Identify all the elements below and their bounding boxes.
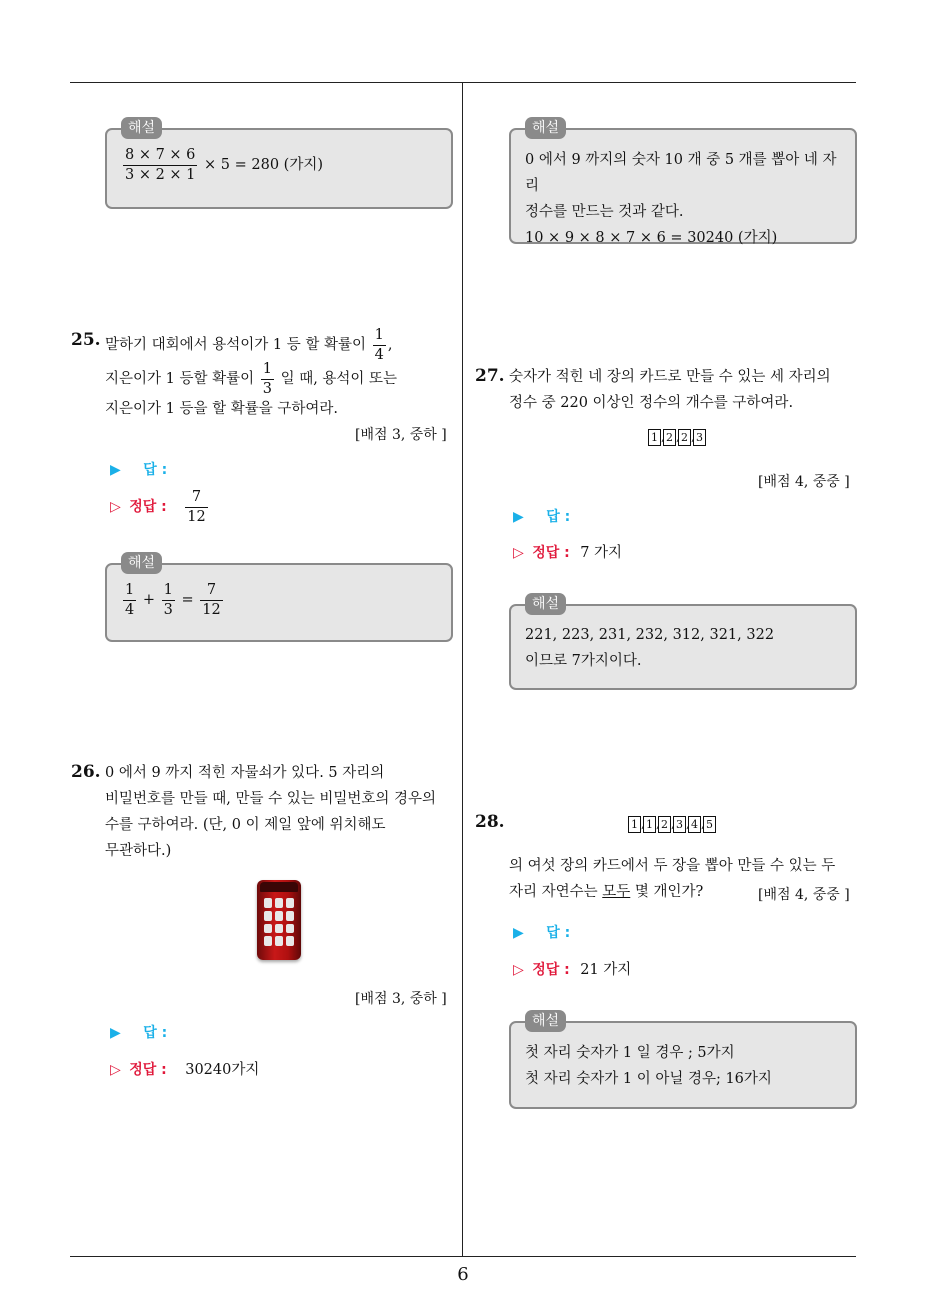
- answer-label: 답 :: [143, 462, 168, 478]
- fraction: [123, 583, 136, 617]
- solution-tab: 해설: [525, 593, 566, 615]
- page-number: 6: [457, 1264, 469, 1285]
- question-line: 의 여섯 장의 카드에서 두 장을 뽑아 만들 수 있는 두: [509, 858, 836, 874]
- fraction-denominator: 4: [374, 346, 384, 363]
- question-line: 지은이가 1 등할 확률이: [105, 371, 255, 387]
- bottom-rule: [70, 1256, 856, 1257]
- outline-triangle-icon: ▷: [110, 1062, 121, 1078]
- solution-tab: 해설: [525, 1010, 566, 1032]
- number-card: 2: [678, 429, 691, 446]
- score-label: [배점 3, 중하 ]: [355, 991, 447, 1007]
- key-row: [513, 541, 622, 562]
- question-line: 몇 개인가?: [634, 884, 704, 900]
- question-number: 25.: [71, 330, 101, 350]
- card-set-q28: 1 , 1 , 2 , 3 , 4 , 5: [628, 816, 716, 833]
- fraction-denominator: 3 × 2 × 1: [125, 166, 196, 183]
- key-value: 30240가지: [185, 1062, 260, 1078]
- fraction-denominator: 3: [262, 380, 272, 397]
- answer-label: 답 :: [143, 1025, 168, 1041]
- underlined-word: 모두: [602, 884, 631, 900]
- question-line: 정수 중 220 이상인 정수의 개수를 구하여라.: [509, 395, 794, 411]
- solution-tab: 해설: [121, 117, 162, 139]
- score-label: [배점 4, 중중 ]: [758, 887, 850, 903]
- equals-sign: =: [181, 592, 194, 608]
- question-text-q27: [509, 364, 859, 416]
- fraction: [261, 362, 274, 396]
- solution-line: 첫 자리 숫자가 1 일 경우 ; 5가지: [525, 1045, 735, 1061]
- score-label: [배점 4, 중중 ]: [758, 474, 850, 490]
- number-card: 1: [648, 429, 661, 446]
- answer-row: [513, 922, 570, 942]
- fraction-numerator: 8 × 7 × 6: [123, 148, 197, 166]
- key-row: [513, 958, 631, 979]
- fraction-numerator: 7: [200, 583, 222, 601]
- fraction: [373, 328, 386, 362]
- number-card: 5: [703, 816, 716, 833]
- solution-line: 10 × 9 × 8 × 7 × 6 = 30240 (가지): [525, 230, 778, 246]
- question-line: 무관하다.): [105, 843, 172, 859]
- solution-line: 221, 223, 231, 232, 312, 321, 322: [525, 627, 775, 643]
- question-line: 자리 자연수는: [509, 884, 598, 900]
- number-card: 1: [643, 816, 656, 833]
- solution-text: × 5 = 280 (가지): [204, 157, 323, 173]
- solution-line: 첫 자리 숫자가 1 이 아닐 경우; 16가지: [525, 1071, 772, 1087]
- fraction-numerator: 1: [373, 328, 386, 346]
- key-row: [110, 1058, 259, 1079]
- key-value: 7 가지: [580, 545, 623, 561]
- question-line: 말하기 대회에서 용석이가 1 등 할 확률이: [105, 337, 366, 353]
- comma: ,: [387, 337, 393, 353]
- solution-tab: 해설: [525, 117, 566, 139]
- answer-label: 답 :: [546, 509, 571, 525]
- answer-label: 답 :: [546, 925, 571, 941]
- key-label: 정답 :: [532, 962, 570, 978]
- solution-line: 이므로 7가지이다.: [525, 653, 642, 669]
- fraction: [162, 583, 175, 617]
- solution-box-q28: [509, 1013, 857, 1109]
- key-label: 정답 :: [129, 1062, 167, 1078]
- solution-box-q27: [509, 596, 857, 690]
- fraction-numerator: 1: [261, 362, 274, 380]
- card-set-q27: 1 , 2 , 2 , 3: [648, 429, 706, 446]
- fraction: [123, 148, 197, 182]
- play-triangle-icon: ▶: [110, 1025, 121, 1041]
- key-value: 21 가지: [580, 962, 632, 978]
- question-line: 0 에서 9 까지 적힌 자물쇠가 있다. 5 자리의: [105, 765, 385, 781]
- question-line: 숫자가 적힌 네 장의 카드로 만들 수 있는 세 자리의: [509, 369, 831, 385]
- fraction-denominator: 4: [125, 601, 135, 618]
- number-card: 4: [688, 816, 701, 833]
- key-label: 정답 :: [129, 499, 167, 515]
- key-fraction: [185, 490, 207, 524]
- solution-box-q24: [105, 120, 453, 209]
- fraction-denominator: 12: [202, 601, 221, 618]
- play-triangle-icon: ▶: [513, 925, 524, 941]
- fraction-numerator: 7: [185, 490, 207, 508]
- solution-line: 정수를 만드는 것과 같다.: [525, 204, 684, 220]
- outline-triangle-icon: ▷: [513, 962, 524, 978]
- question-line: 지은이가 1 등을 할 확률을 구하여라.: [105, 401, 338, 417]
- number-card: 2: [658, 816, 671, 833]
- key-label: 정답 :: [532, 545, 570, 561]
- answer-row: [110, 1022, 167, 1042]
- answer-row: [110, 459, 167, 479]
- question-text-q25: [105, 328, 455, 422]
- keypad-lock-image: [257, 880, 301, 960]
- question-text-q26: [105, 760, 460, 864]
- outline-triangle-icon: ▷: [513, 545, 524, 561]
- outline-triangle-icon: ▷: [110, 499, 121, 515]
- fraction-numerator: 1: [123, 583, 136, 601]
- question-line: 수를 구하여라. (단, 0 이 제일 앞에 위치해도: [105, 817, 386, 833]
- fraction-denominator: 3: [163, 601, 173, 618]
- number-card: 2: [663, 429, 676, 446]
- key-row: [110, 490, 210, 524]
- solution-tab: 해설: [121, 552, 162, 574]
- solution-line: 0 에서 9 까지의 숫자 10 개 중 5 개를 뽑아 네 자리: [525, 152, 837, 194]
- play-triangle-icon: ▶: [513, 509, 524, 525]
- number-card: 3: [673, 816, 686, 833]
- fraction-numerator: 1: [162, 583, 175, 601]
- plus-sign: +: [142, 592, 155, 608]
- solution-box-q25: [105, 555, 453, 642]
- solution-box-q26: [509, 120, 857, 246]
- fraction: [200, 583, 222, 617]
- number-card: 1: [628, 816, 641, 833]
- score-label: [배점 3, 중하 ]: [355, 427, 447, 443]
- number-card: 3: [693, 429, 706, 446]
- answer-row: [513, 506, 570, 526]
- question-number: 28.: [475, 812, 505, 832]
- play-triangle-icon: ▶: [110, 462, 121, 478]
- question-line: 비밀번호를 만들 때, 만들 수 있는 비밀번호의 경우의: [105, 791, 437, 807]
- question-number: 26.: [71, 762, 101, 782]
- fraction-denominator: 12: [187, 508, 206, 525]
- question-line: 일 때, 용석이 또는: [280, 371, 398, 387]
- top-rule: [70, 82, 856, 83]
- column-divider: [462, 82, 463, 1256]
- question-number: 27.: [475, 366, 505, 386]
